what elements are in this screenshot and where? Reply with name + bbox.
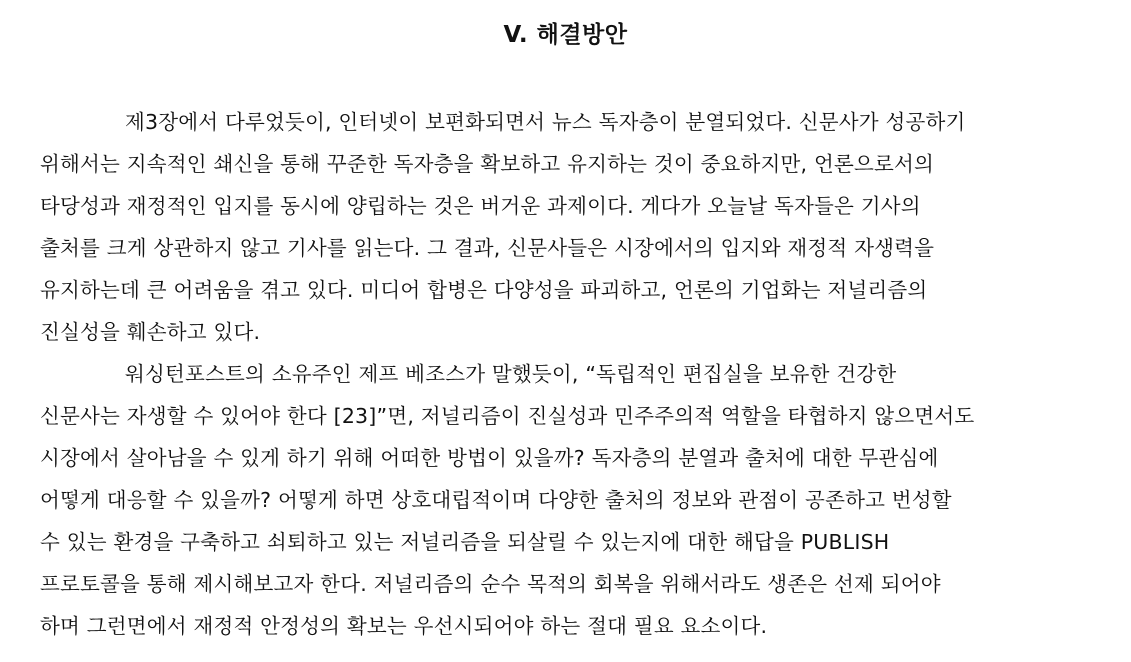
paragraph-line: 시장에서 살아남을 수 있게 하기 위해 어떠한 방법이 있을까? 독자층의 분열과 출처에 대한 무관심에 (40, 446, 939, 470)
paragraph-line: 수 있는 환경을 구축하고 쇠퇴하고 있는 저널리즘을 되살릴 수 있는지에 대한 해답을 PUBLISH (40, 530, 890, 554)
paragraph-2 (40, 353, 1110, 647)
section-body (40, 101, 1110, 647)
paragraph-line: 유지하는데 큰 어려움을 겪고 있다. 미디어 합병은 다양성을 파괴하고, 언론의 기업화는 저널리즘의 (40, 278, 928, 302)
paragraph-line: 진실성을 훼손하고 있다. (40, 320, 261, 344)
paragraph-line: 프로토콜을 통해 제시해보고자 한다. 저널리즘의 순수 목적의 회복을 위해서라도 생존은 선제 되어야 (40, 572, 941, 596)
paragraph-line: 타당성과 재정적인 입지를 동시에 양립하는 것은 버거운 과제이다. 게다가 오늘날 독자들은 기사의 (40, 194, 921, 218)
paragraph-line: 출처를 크게 상관하지 않고 기사를 읽는다. 그 결과, 신문사들은 시장에서의 입지와 재정적 자생력을 (40, 236, 935, 260)
paragraph-1 (40, 101, 1110, 353)
paragraph-line: 어떻게 대응할 수 있을까? 어떻게 하면 상호대립적이며 다양한 출처의 정보와 관점이 공존하고 번성할 (40, 488, 952, 512)
paragraph-line: 하며 그런면에서 재정적 안정성의 확보는 우선시되어야 하는 절대 필요 요소이다. (40, 614, 768, 638)
paragraph-line: 신문사는 자생할 수 있어야 한다 [23]”면, 저널리즘이 진실성과 민주주의적 역할을 타협하지 않으면서도 (40, 404, 975, 428)
paragraph-line: 워싱턴포스트의 소유주인 제프 베조스가 말했듯이, “독립적인 편집실을 보유한 건강한 (125, 362, 897, 386)
section-heading: V. 해결방안 (503, 22, 628, 48)
paragraph-line: 위해서는 지속적인 쇄신을 통해 꾸준한 독자층을 확보하고 유지하는 것이 중요하지만, 언론으로서의 (40, 152, 935, 176)
paragraph-line: 제3장에서 다루었듯이, 인터넷이 보편화되면서 뉴스 독자층이 분열되었다. 신문사가 성공하기 (125, 110, 966, 134)
